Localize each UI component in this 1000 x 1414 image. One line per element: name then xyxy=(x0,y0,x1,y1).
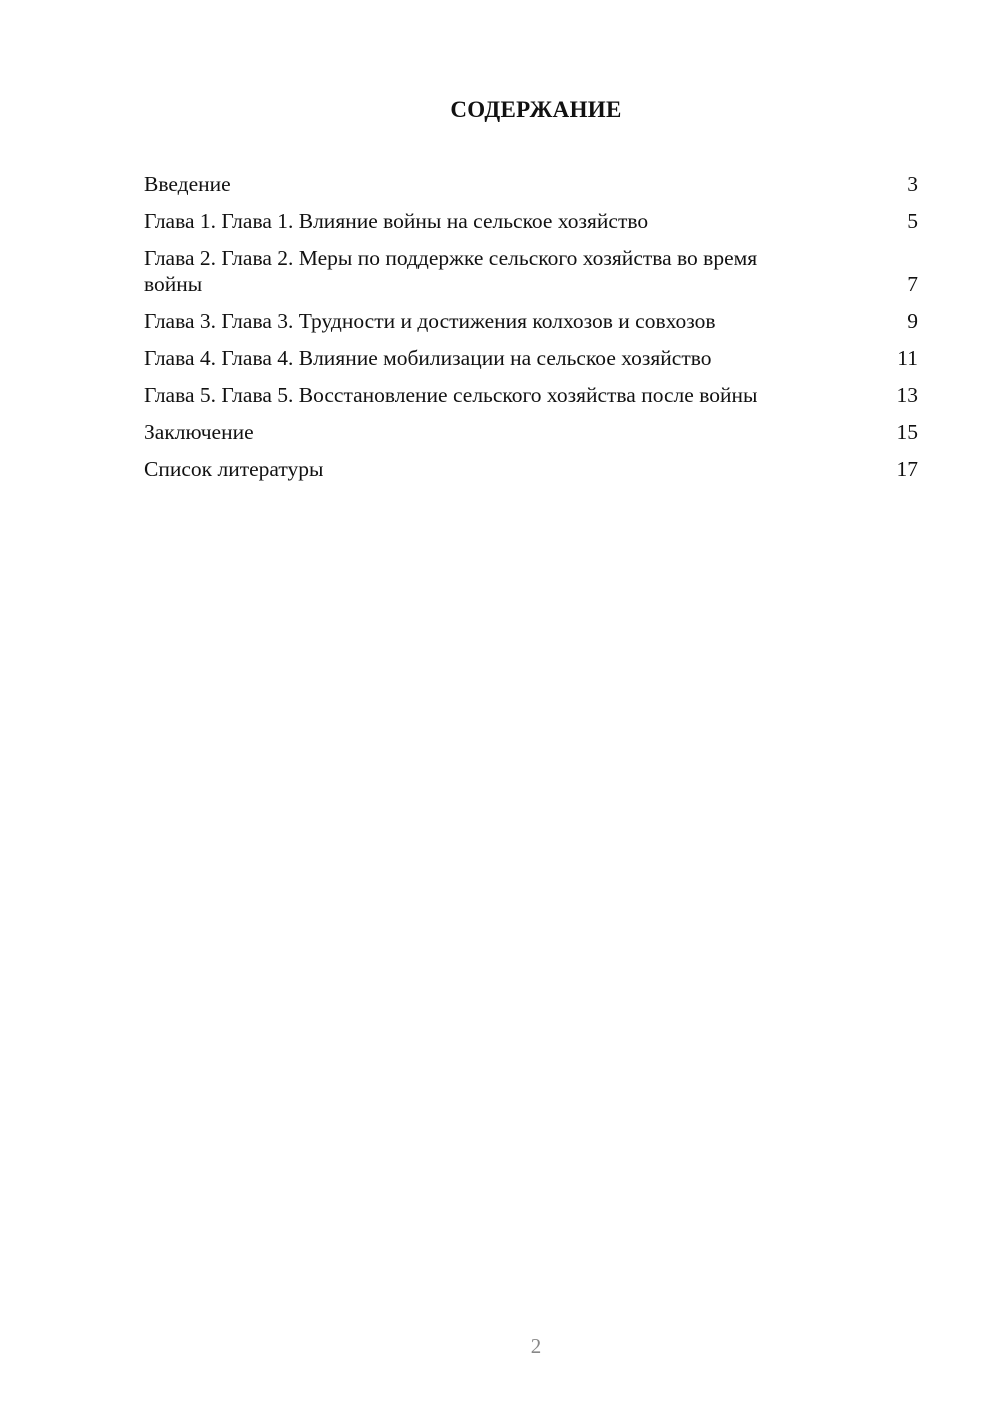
toc-entry-page: 11 xyxy=(897,346,918,370)
toc-entry-label: Заключение xyxy=(144,420,254,444)
toc-entry-label: Введение xyxy=(144,172,231,196)
toc-entry-conclusion xyxy=(144,419,918,445)
toc-entry-page: 15 xyxy=(896,420,918,444)
toc-entry-label: Глава 4. Глава 4. Влияние мобилизации на сельское хозяйство xyxy=(144,346,712,370)
toc-entry-page: 3 xyxy=(907,172,918,196)
toc-entry-page: 17 xyxy=(896,457,918,481)
toc-entry-label: Глава 3. Глава 3. Трудности и достижения колхозов и совхозов xyxy=(144,309,716,333)
toc-entry-introduction xyxy=(144,171,918,197)
toc-entry-chapter-3 xyxy=(144,308,918,334)
toc-entry-page: 13 xyxy=(896,383,918,407)
page-number: 2 xyxy=(530,1334,542,1358)
toc-entry-label: Глава 5. Глава 5. Восстановление сельского хозяйства после войны xyxy=(144,383,758,407)
toc-entry-page: 7 xyxy=(907,272,918,296)
toc-entry-label: Глава 1. Глава 1. Влияние войны на сельское хозяйство xyxy=(144,209,649,233)
table-of-contents xyxy=(144,171,918,493)
toc-entry-label: Глава 2. Глава 2. Меры по поддержке сельского хозяйства во время войны xyxy=(144,246,758,296)
toc-entry-page: 5 xyxy=(907,209,918,233)
toc-entry-chapter-4 xyxy=(144,345,918,371)
toc-entry-chapter-2 xyxy=(144,245,918,297)
toc-entry-chapter-5 xyxy=(144,382,918,408)
toc-entry-chapter-1 xyxy=(144,208,918,234)
toc-entry-page: 9 xyxy=(907,309,918,333)
toc-entry-bibliography xyxy=(144,456,918,482)
toc-entry-label: Список литературы xyxy=(144,457,324,481)
toc-title: СОДЕРЖАНИЕ xyxy=(450,97,622,122)
